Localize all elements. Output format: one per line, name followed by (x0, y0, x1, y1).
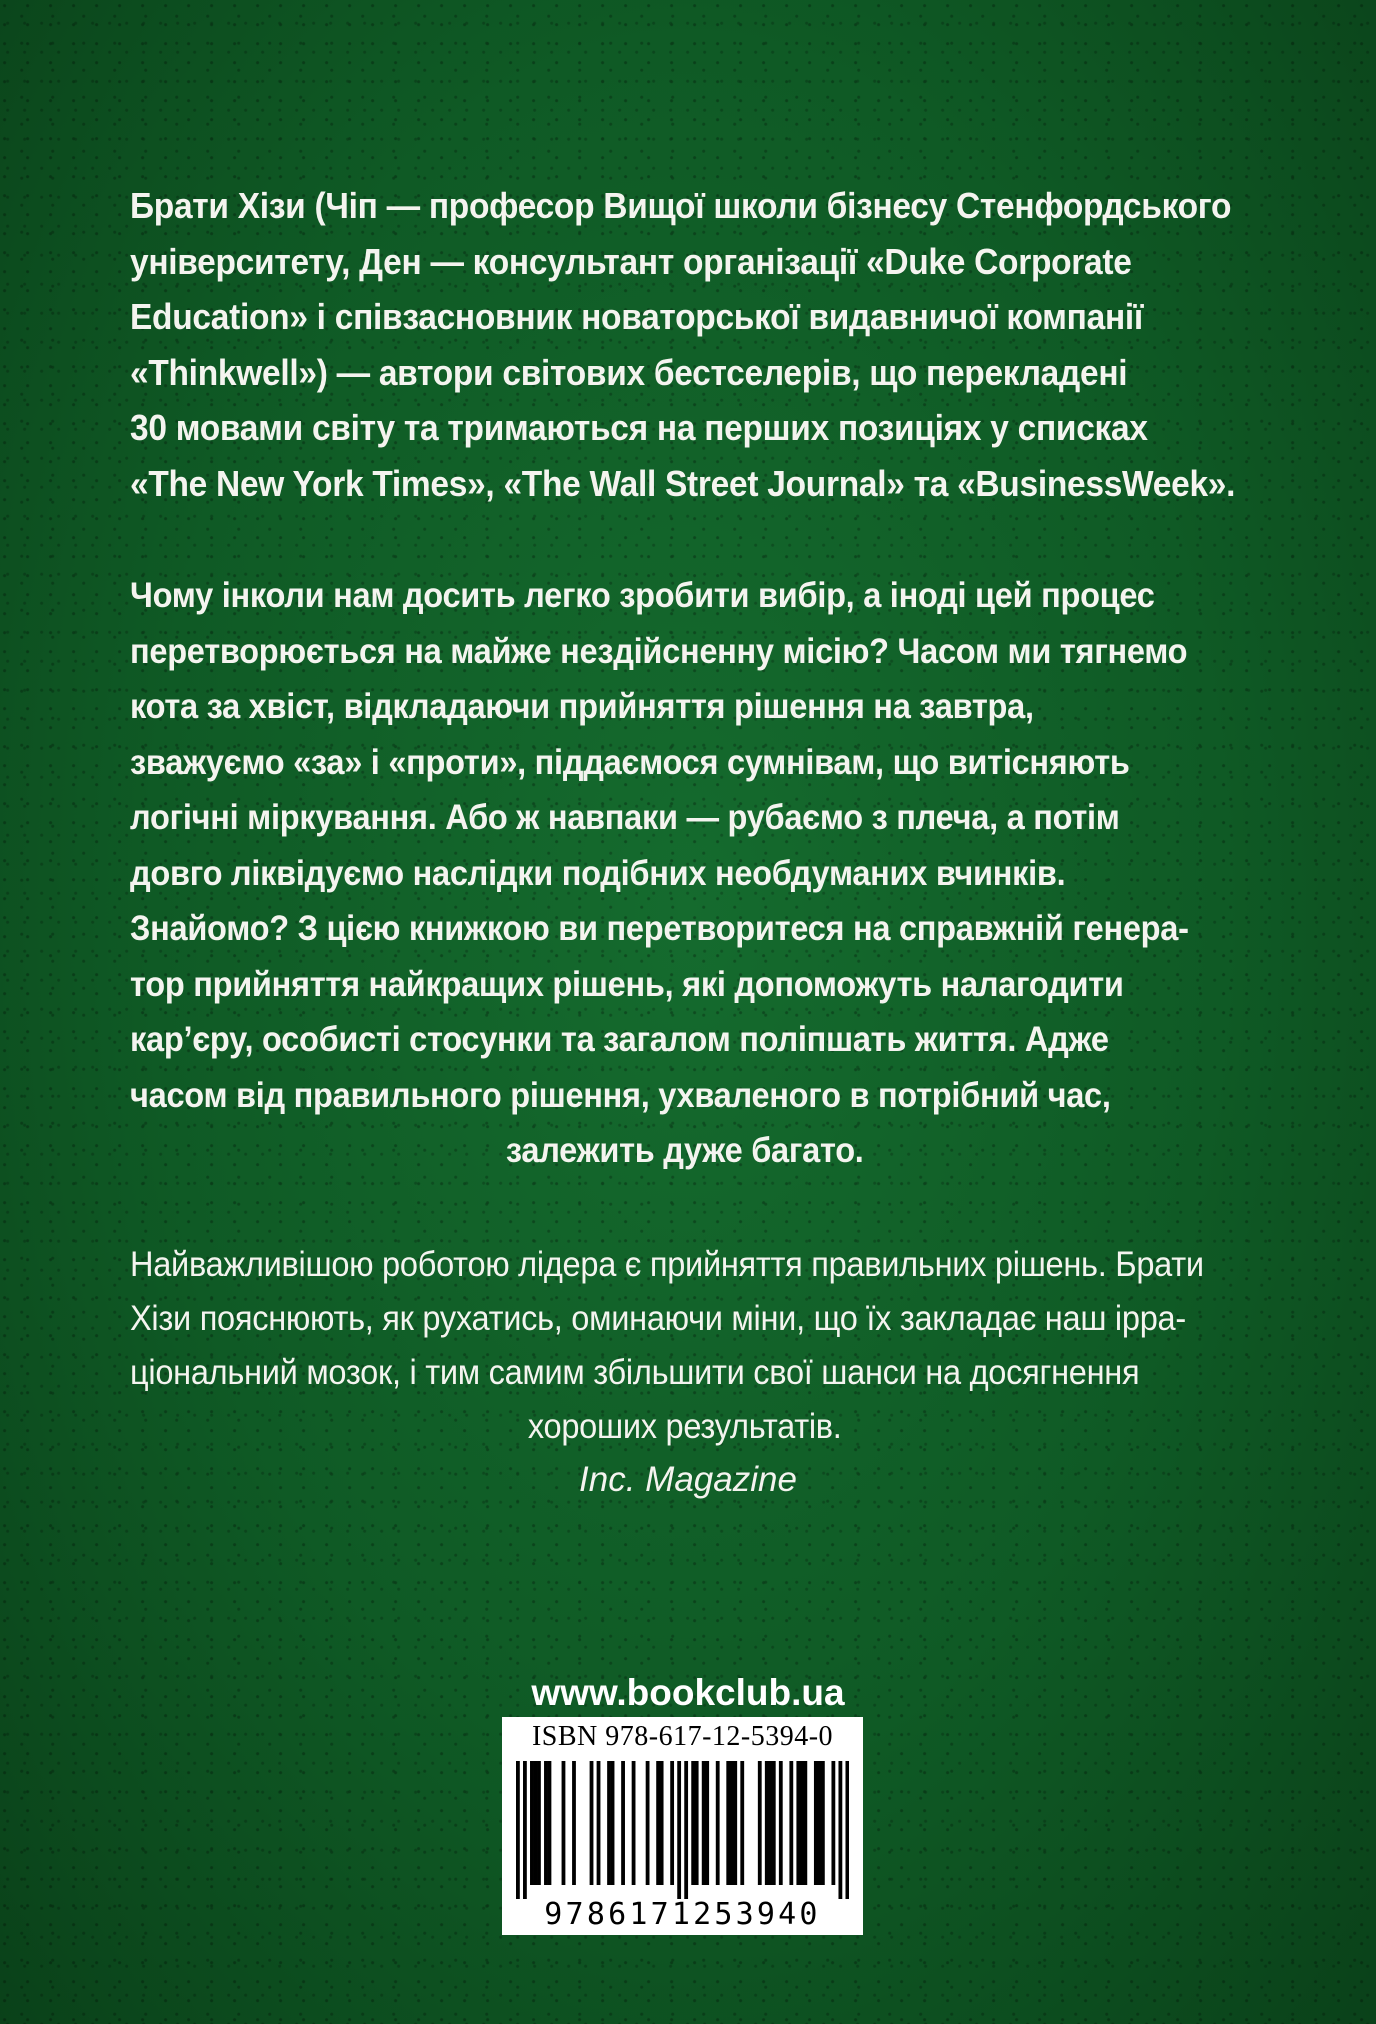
review-paragraph (130, 1238, 1239, 1454)
text-line: Чому інколи нам досить легко зробити вибір, а іноді цей процес (130, 576, 1155, 615)
barcode-bar (572, 1761, 576, 1885)
text-line: кар’єру, особисті стосунки та загалом поліпшать життя. Адже (130, 1020, 1109, 1059)
barcode-bar (838, 1761, 842, 1899)
text-line: залежить дуже багато. (505, 1131, 864, 1170)
barcode-bar (544, 1761, 548, 1885)
barcode-bar (695, 1761, 699, 1885)
barcode-bar (646, 1761, 650, 1885)
barcode-bar (845, 1761, 849, 1899)
text-line: Хізи пояснюють, як рухатись, оминаючи міни, що їх закладає наш ірра- (130, 1299, 1186, 1338)
text-line: хороших результатів. (527, 1407, 842, 1446)
barcode-bar (796, 1761, 800, 1885)
review-source: Inc. Magazine (579, 1460, 797, 1499)
barcode-bar (789, 1761, 793, 1885)
barcode-bar (562, 1761, 566, 1885)
barcode-bar (730, 1761, 734, 1885)
text-line: ціональний мозок, і тим самим збільшити свої шанси на досягнення (130, 1353, 1140, 1392)
barcode-bar (677, 1761, 681, 1899)
text-line: довго ліквідуємо наслідки подібних необдуманих вчинків. (130, 853, 1066, 893)
barcode-bar (831, 1761, 835, 1885)
barcode-bar (803, 1761, 807, 1885)
text-line: кота за хвіст, відкладаючи прийняття рішення на завтра, (130, 687, 1034, 726)
barcode-bar (534, 1761, 538, 1885)
barcode-bar (607, 1761, 611, 1885)
text-line: університету, Ден — консультант організації «Duke Corporate (130, 240, 1132, 282)
barcode-bar (733, 1761, 737, 1885)
barcode-bar (590, 1761, 594, 1885)
text-line: зважуємо «за» і «проти», піддаємося сумнівам, що витісняють (130, 742, 1130, 782)
text-line: тор прийняття найкращих рішень, які допоможуть налагодити (130, 964, 1124, 1004)
text-line: «The New York Times», «The Wall Street Journal» та «BusinessWeek». (130, 462, 1236, 504)
text-line: логічні міркування. Або ж навпаки — рубаємо з плеча, а потім (130, 798, 1120, 837)
barcode-bar (691, 1761, 695, 1885)
barcode-bar (660, 1761, 664, 1885)
barcode-bar (516, 1761, 520, 1899)
barcode-bar (611, 1761, 615, 1885)
text-line: 30 мовами світу та тримаються на перших позиціях у списках (130, 407, 1148, 448)
barcode-bar (817, 1761, 821, 1885)
barcode-bar (705, 1761, 709, 1885)
barcode-bar (670, 1761, 674, 1885)
text-line: часом від правильного рішення, ухваленого в потрібний час, (130, 1075, 1111, 1115)
authors-paragraph (130, 178, 1239, 511)
text-line: Знайомо? З цією книжкою ви перетворитеся на справжній генера- (130, 909, 1189, 948)
text-line: Найважливішою роботою лідера є прийняття правильних рішень. Брати (130, 1245, 1204, 1284)
barcode-bar (779, 1761, 783, 1885)
barcode-bar (548, 1761, 552, 1885)
barcode-bar (800, 1761, 804, 1885)
barcode-bar (716, 1761, 720, 1885)
text-line: перетворюється на майже нездійсненну місію? Часом ми тягнемо (130, 631, 1188, 671)
barcode-bar (523, 1761, 527, 1899)
text-line: «Thinkwell») — автори світових бестселерів, що перекладені (130, 351, 1128, 393)
barcode-bar (772, 1761, 776, 1885)
barcode-bar (765, 1761, 769, 1885)
barcode-bar (726, 1761, 730, 1885)
text-line: Education» і співзасновник новаторської видавничої компанії (130, 296, 1144, 337)
blurb-paragraph (130, 568, 1239, 1179)
barcode-icon (516, 1761, 849, 1899)
barcode-bar (632, 1761, 636, 1885)
isbn-barcode-box (502, 1717, 863, 1935)
barcode-bar (597, 1761, 601, 1885)
barcode-bar (740, 1761, 744, 1885)
barcode-bar (621, 1761, 625, 1885)
text-line: Брати Хізи (Чіп — професор Вищої школи бізнесу Стенфордського (130, 185, 1232, 226)
barcode-digits: 9786171253940 (544, 1897, 821, 1932)
barcode-bar (768, 1761, 772, 1885)
barcode-bar (814, 1761, 818, 1885)
isbn-label: ISBN 978-617-12-5394-0 (531, 1721, 834, 1752)
barcode-bar (530, 1761, 534, 1885)
website-link[interactable]: www.bookclub.ua (531, 1672, 845, 1713)
barcode-bar (656, 1761, 660, 1885)
barcode-bar (684, 1761, 688, 1899)
barcode-bar (537, 1761, 541, 1885)
barcode-bar (702, 1761, 706, 1885)
barcode-bar (821, 1761, 825, 1885)
barcode-bar (758, 1761, 762, 1885)
